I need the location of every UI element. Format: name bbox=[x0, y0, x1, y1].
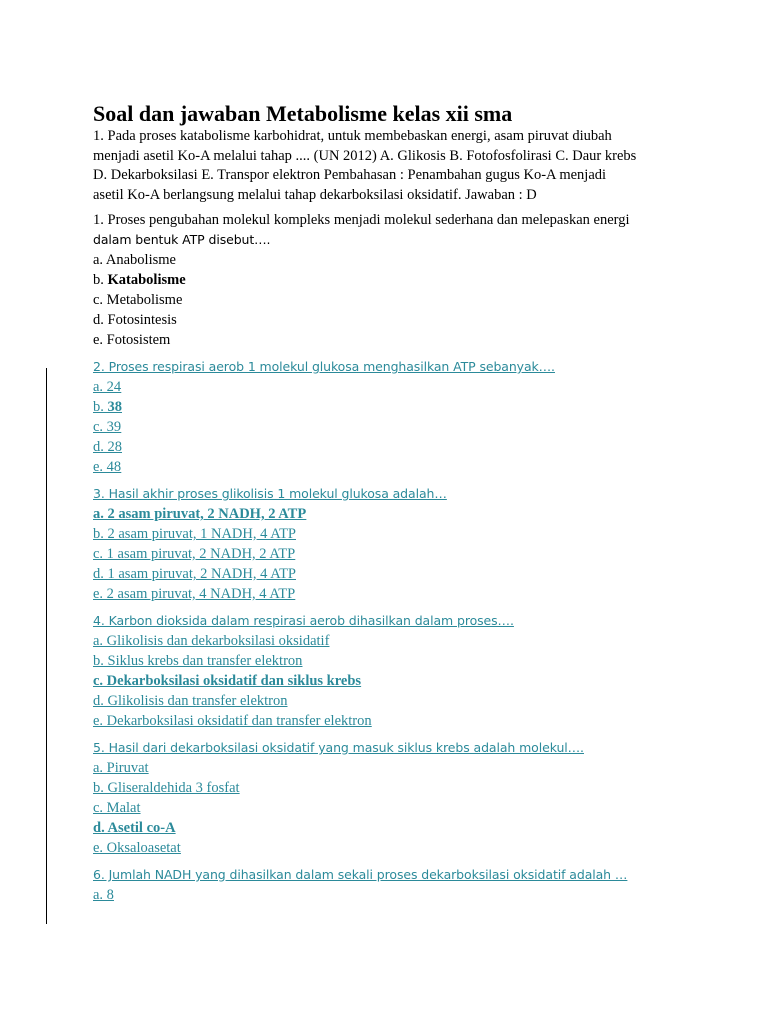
option-prefix: b. bbox=[93, 272, 108, 288]
question-6-link[interactable]: 6. Jumlah NADH yang dihasilkan dalam sekali proses dekarboksilasi oksidatif adalah … bbox=[93, 867, 628, 882]
option-a-link[interactable]: a. 8 bbox=[93, 887, 114, 903]
option-c: c. Metabolisme bbox=[93, 292, 183, 308]
question-5-link[interactable]: 5. Hasil dari dekarboksilasi oksidatif yang masuk siklus krebs adalah molekul…. bbox=[93, 740, 584, 755]
document-content bbox=[93, 101, 693, 912]
question-1-text: 1. Proses pengubahan molekul kompleks menjadi molekul sederhana dan melepaskan energi bbox=[93, 212, 630, 228]
option-c-link[interactable]: c. 1 asam piruvat, 2 NADH, 2 ATP bbox=[93, 546, 296, 562]
option-b-link-correct[interactable] bbox=[93, 397, 693, 417]
intro-line: 1. Pada proses katabolisme karbohidrat, untuk membebaskan energi, asam piruvat diubah bbox=[93, 128, 612, 144]
question-4 bbox=[93, 611, 693, 731]
option-e-link[interactable]: e. Dekarboksilasi oksidatif dan transfer elektron bbox=[93, 713, 372, 729]
margin-rule bbox=[46, 368, 47, 924]
option-a: a. Anabolisme bbox=[93, 252, 176, 268]
document-title: Soal dan jawaban Metabolisme kelas xii sma bbox=[93, 101, 513, 126]
option-d-link[interactable]: d. 1 asam piruvat, 2 NADH, 4 ATP bbox=[93, 566, 296, 582]
question-4-link[interactable]: 4. Karbon dioksida dalam respirasi aerob dihasilkan dalam proses…. bbox=[93, 613, 514, 628]
question-3-link[interactable]: 3. Hasil akhir proses glikolisis 1 molekul glukosa adalah… bbox=[93, 486, 447, 501]
option-d: d. Fotosintesis bbox=[93, 312, 177, 328]
question-1-text-cont: dalam bentuk ATP disebut…. bbox=[93, 232, 271, 247]
option-b-correct bbox=[93, 270, 693, 290]
option-c-link-correct[interactable]: c. Dekarboksilasi oksidatif dan siklus krebs bbox=[93, 673, 362, 689]
correct-answer: 38 bbox=[107, 399, 122, 415]
option-b-link[interactable]: b. Siklus krebs dan transfer elektron bbox=[93, 653, 303, 669]
option-d-link[interactable]: d. Glikolisis dan transfer elektron bbox=[93, 693, 288, 709]
question-2 bbox=[93, 357, 693, 477]
option-a-link-correct[interactable]: a. 2 asam piruvat, 2 NADH, 2 ATP bbox=[93, 506, 307, 522]
question-1 bbox=[93, 210, 693, 350]
option-a-link[interactable]: a. Glikolisis dan dekarboksilasi oksidatif bbox=[93, 633, 330, 649]
option-e-link[interactable]: e. 48 bbox=[93, 459, 122, 475]
option-e-link[interactable]: e. Oksaloasetat bbox=[93, 840, 181, 856]
option-e-link[interactable]: e. 2 asam piruvat, 4 NADH, 4 ATP bbox=[93, 586, 296, 602]
option-c-link[interactable]: c. 39 bbox=[93, 419, 122, 435]
intro-line: menjadi asetil Ko-A melalui tahap .... (UN 2012) A. Glikosis B. Fotofosfolirasi C. Daur krebs bbox=[93, 147, 637, 164]
option-c-link[interactable]: c. Malat bbox=[93, 800, 141, 816]
option-a-link[interactable]: a. Piruvat bbox=[93, 760, 149, 776]
correct-answer: Katabolisme bbox=[107, 272, 186, 288]
option-a-link[interactable]: a. 24 bbox=[93, 379, 122, 395]
option-d-link-correct[interactable]: d. Asetil co-A bbox=[93, 820, 176, 836]
question-6 bbox=[93, 865, 693, 905]
question-3 bbox=[93, 484, 693, 604]
option-b-link[interactable]: b. Gliseraldehida 3 fosfat bbox=[93, 780, 240, 796]
option-prefix: b. bbox=[93, 399, 108, 415]
question-5 bbox=[93, 738, 693, 858]
question-2-link[interactable]: 2. Proses respirasi aerob 1 molekul glukosa menghasilkan ATP sebanyak…. bbox=[93, 359, 555, 374]
intro-paragraph bbox=[93, 127, 693, 205]
option-e: e. Fotosistem bbox=[93, 332, 171, 348]
option-b-link[interactable]: b. 2 asam piruvat, 1 NADH, 4 ATP bbox=[93, 526, 296, 542]
intro-line: asetil Ko-A berlangsung melalui tahap dekarboksilasi oksidatif. Jawaban : D bbox=[93, 186, 537, 203]
intro-line: D. Dekarboksilasi E. Transpor elektron Pembahasan : Penambahan gugus Ko-A menjadi bbox=[93, 167, 607, 183]
option-d-link[interactable]: d. 28 bbox=[93, 439, 122, 455]
